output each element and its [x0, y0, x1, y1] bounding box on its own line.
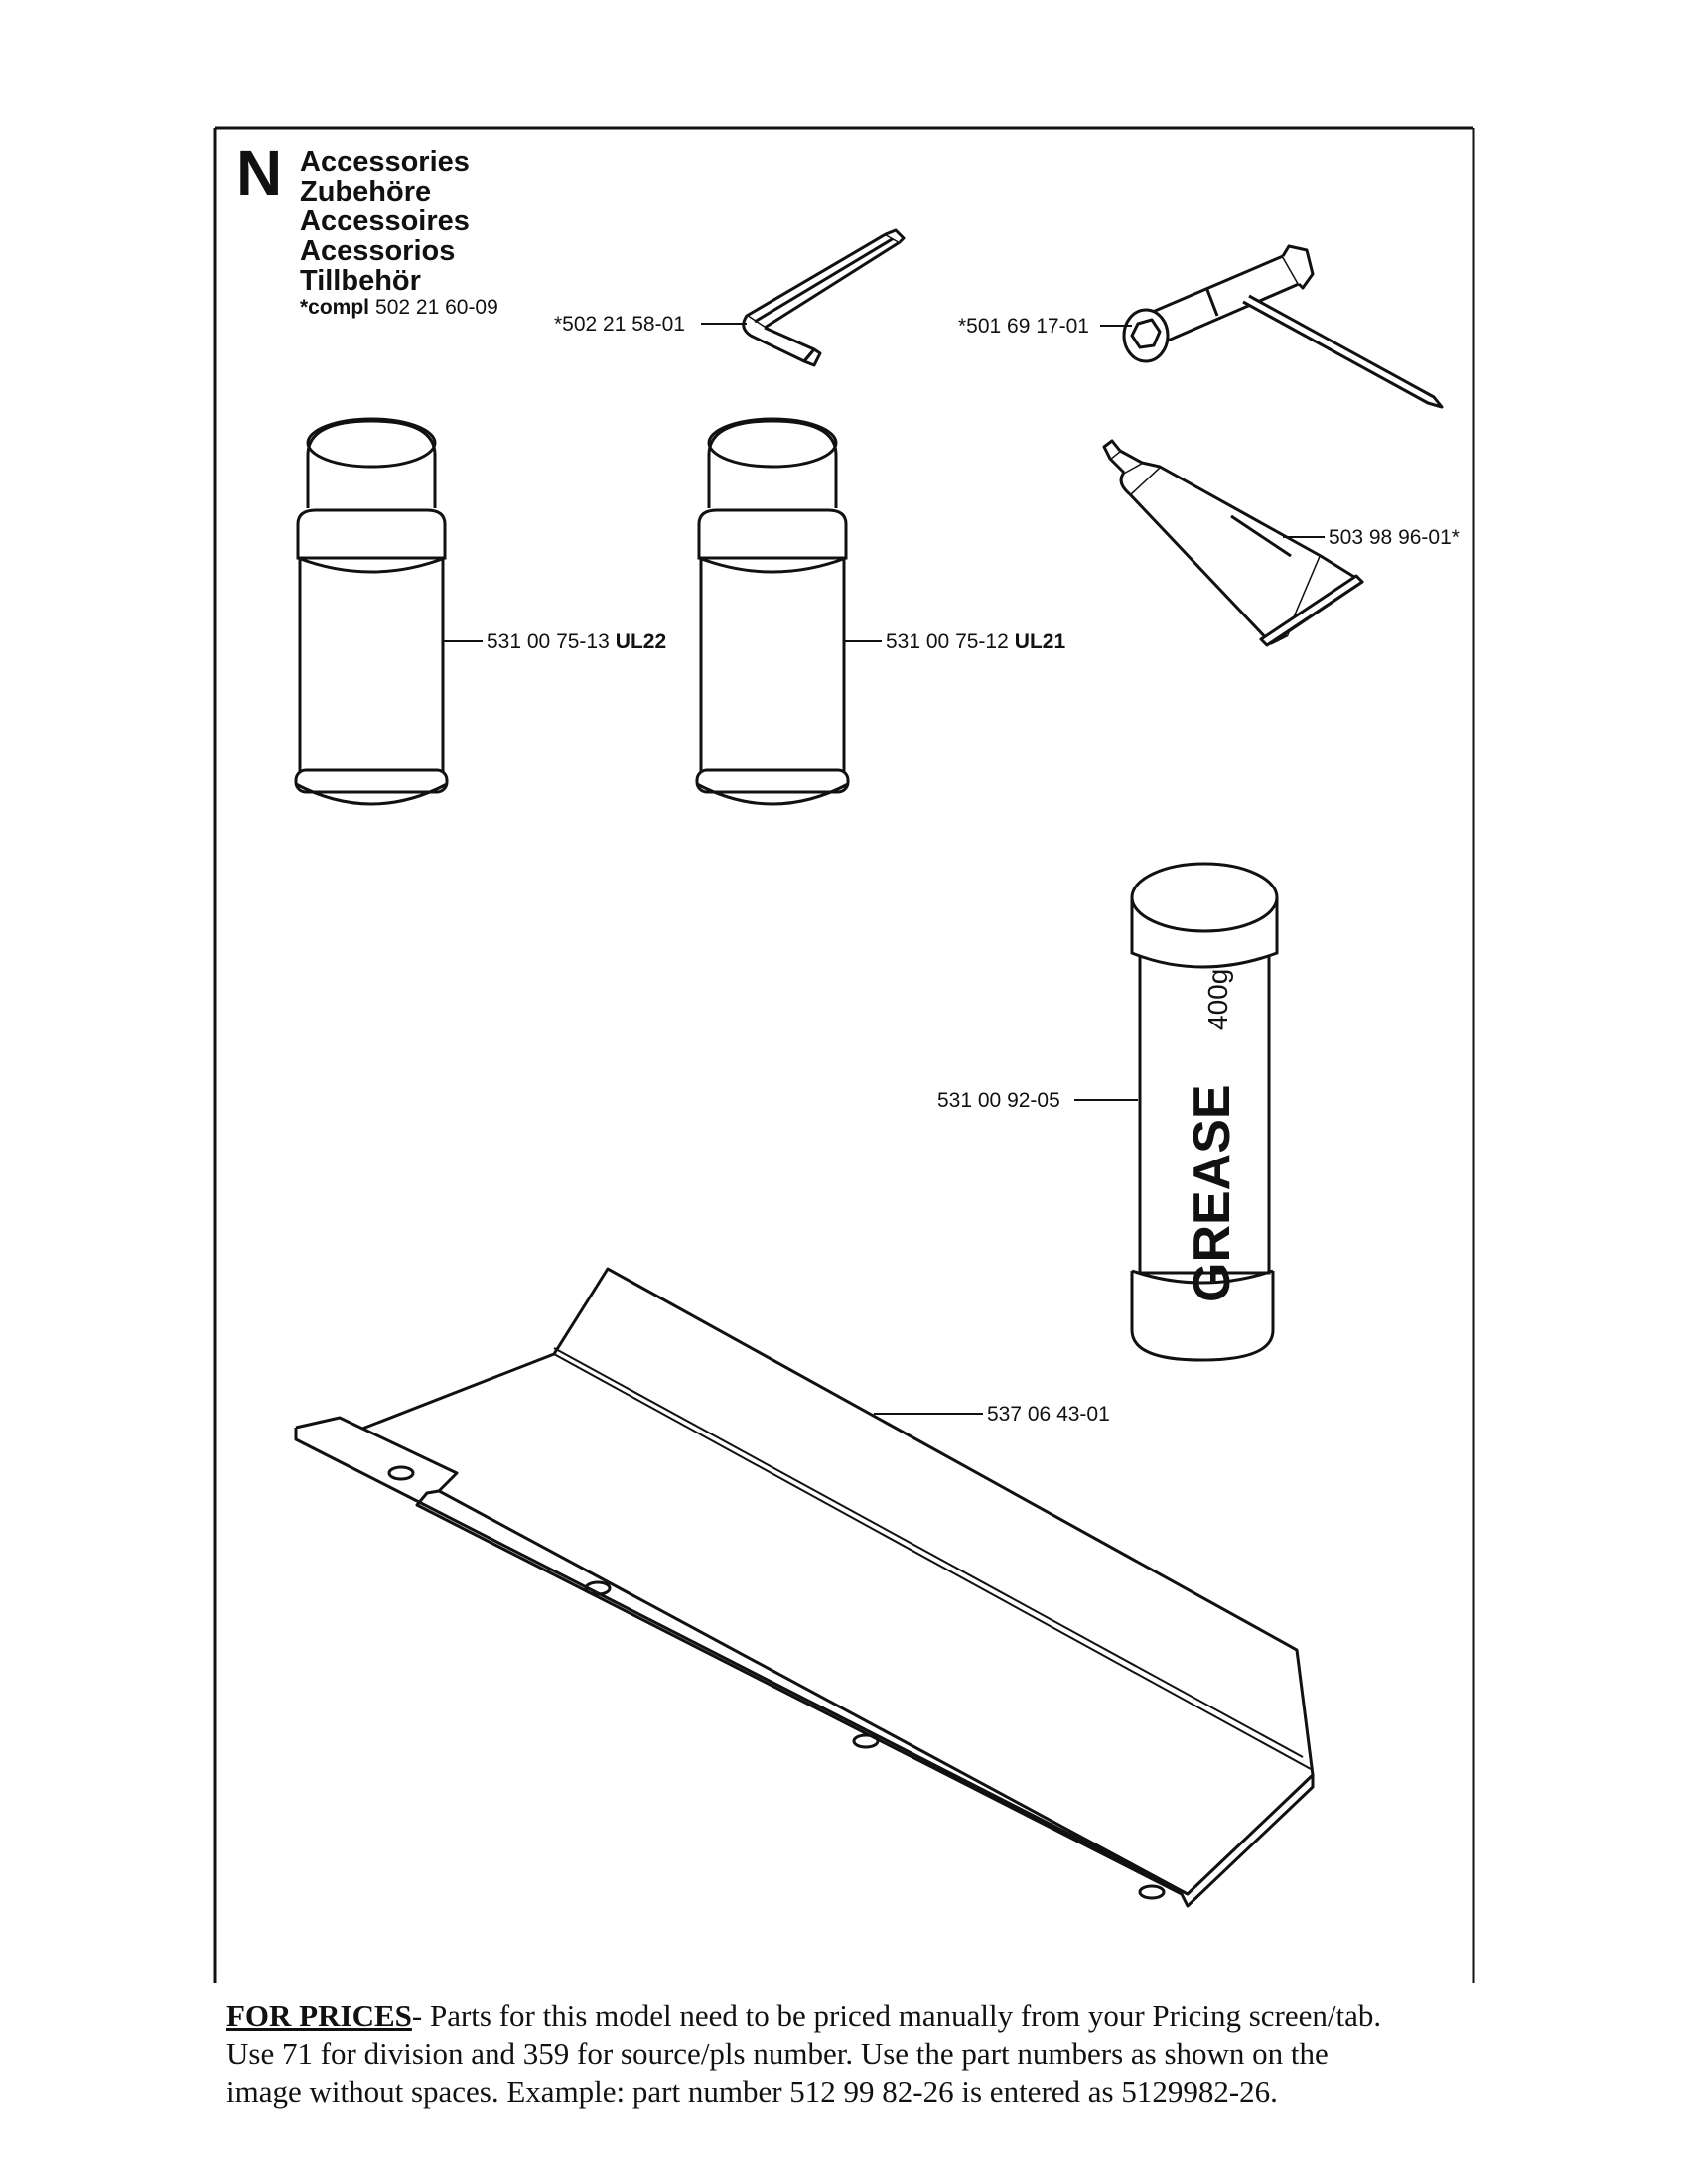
grease-tube-part-number: 503 98 96-01*: [1329, 526, 1460, 549]
section-title-sv: Tillbehör: [300, 265, 421, 297]
compl-prefix: *compl: [300, 296, 370, 319]
grease-tube-drawing: [1104, 441, 1362, 645]
section-title-pt: Acessorios: [300, 235, 456, 267]
hex-key-part-number: *502 21 58-01: [554, 313, 685, 336]
compl-line: [300, 296, 498, 319]
spray-can-1-code: UL22: [615, 630, 667, 653]
spray-can-1-part-number: 531 00 75-13: [487, 630, 610, 653]
grease-cartridge-part-number: 531 00 92-05: [937, 1089, 1060, 1112]
pricing-note-heading: FOR PRICES: [226, 1998, 412, 2033]
hex-key-drawing: [744, 230, 904, 365]
pricing-note-line-1: [226, 1997, 1477, 2035]
spray-can-2-label: [886, 630, 1065, 653]
spray-can-2-drawing: [697, 419, 848, 804]
grease-cartridge-weight: 400g: [1202, 968, 1233, 1030]
grease-cartridge-word: GREASE: [1184, 1084, 1241, 1302]
section-title-fr: Accessoires: [300, 205, 470, 237]
spray-can-2-part-number: 531 00 75-12: [886, 630, 1009, 653]
spray-can-1-label: [487, 630, 666, 653]
combi-wrench-drawing: [1124, 246, 1442, 407]
section-title-de: Zubehöre: [300, 176, 432, 207]
guard-plate-drawing: [296, 1269, 1313, 1906]
pricing-note-text-1: - Parts for this model need to be priced manually from your Pricing screen/tab.: [411, 1998, 1382, 2033]
section-letter: N: [236, 137, 283, 208]
section-title-en: Accessories: [300, 146, 470, 178]
combi-wrench-part-number: *501 69 17-01: [958, 315, 1089, 338]
spray-can-2-code: UL21: [1014, 630, 1066, 653]
pricing-note: [226, 1997, 1477, 2111]
pricing-note-line-2: Use 71 for division and 359 for source/pls number. Use the part numbers as shown on the: [226, 2036, 1329, 2071]
pricing-note-line-3: image without spaces. Example: part number 512 99 82-26 is entered as 5129982-26.: [226, 2074, 1278, 2109]
spray-can-1-drawing: [296, 419, 447, 804]
guard-plate-part-number: 537 06 43-01: [987, 1403, 1110, 1426]
compl-number: 502 21 60-09: [375, 296, 498, 319]
